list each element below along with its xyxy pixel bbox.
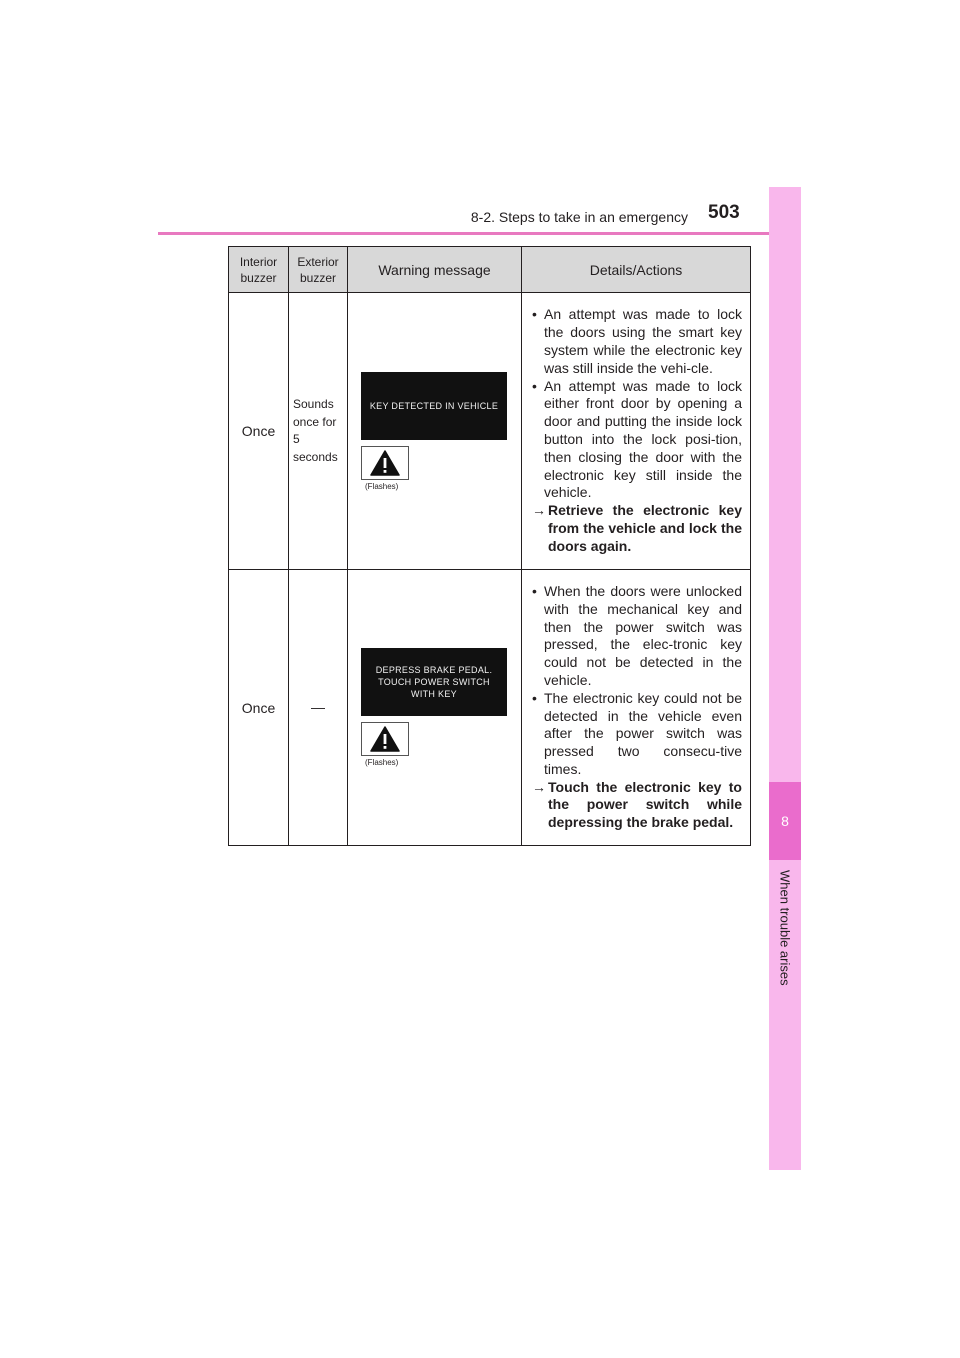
chapter-number-tab: 8 bbox=[769, 782, 801, 860]
details-cell bbox=[522, 570, 751, 846]
action-instruction: → Retrieve the electronic key from the vehicle and lock the doors again. bbox=[532, 502, 742, 554]
chapter-title: When trouble arises bbox=[777, 870, 793, 986]
exterior-buzzer-cell: — bbox=[289, 570, 348, 846]
detail-bullet: • When the doors were unlocked with the mechanical key and then the power switch was pressed, the elec-tronic key could not be detected in the vehicle. bbox=[532, 582, 742, 688]
warning-table bbox=[228, 246, 751, 846]
warning-triangle-icon bbox=[361, 722, 409, 756]
action-instruction: → Touch the electronic key to the power switch while depressing the brake pedal. bbox=[532, 778, 742, 831]
flashes-label: (Flashes) bbox=[365, 758, 399, 767]
exterior-buzzer-cell: Sounds once for 5 seconds bbox=[289, 293, 348, 570]
multi-info-display: DEPRESS BRAKE PEDAL. TOUCH POWER SWITCH WITH KEY bbox=[361, 648, 507, 716]
table-row bbox=[229, 293, 751, 570]
header-interior-buzzer: Interior buzzer bbox=[229, 247, 289, 293]
flashes-label: (Flashes) bbox=[365, 481, 399, 491]
detail-bullet: • An attempt was made to lock the doors using the smart key system while the electronic key was still inside the vehi-cle. bbox=[532, 306, 742, 376]
header-exterior-buzzer: Exterior buzzer bbox=[289, 247, 348, 293]
table-row bbox=[229, 570, 751, 846]
page-number: 503 bbox=[708, 202, 740, 223]
interior-buzzer-cell: Once bbox=[229, 570, 289, 846]
header-section-title: 8-2. Steps to take in an emergency bbox=[470, 209, 688, 225]
header-rule bbox=[158, 232, 801, 235]
warning-message-cell bbox=[348, 293, 522, 570]
warning-triangle-icon bbox=[361, 446, 409, 480]
interior-buzzer-cell: Once bbox=[229, 293, 289, 570]
warning-message-cell bbox=[348, 570, 522, 846]
detail-bullet: • An attempt was made to lock either front door by opening a door and putting the inside lock button into the lock posi-tion, then closing the door with the electronic key still inside the vehicle. bbox=[532, 377, 742, 501]
header-warning-message: Warning message bbox=[348, 247, 522, 293]
chapter-side-tab bbox=[769, 187, 801, 1170]
details-cell bbox=[522, 293, 751, 570]
detail-bullet: • The electronic key could not be detected in the vehicle even after the power switch was pressed two consecu-tive times. bbox=[532, 689, 742, 777]
header-details-actions: Details/Actions bbox=[522, 247, 751, 293]
multi-info-display: KEY DETECTED IN VEHICLE bbox=[361, 372, 507, 440]
table-header-row bbox=[229, 247, 751, 293]
